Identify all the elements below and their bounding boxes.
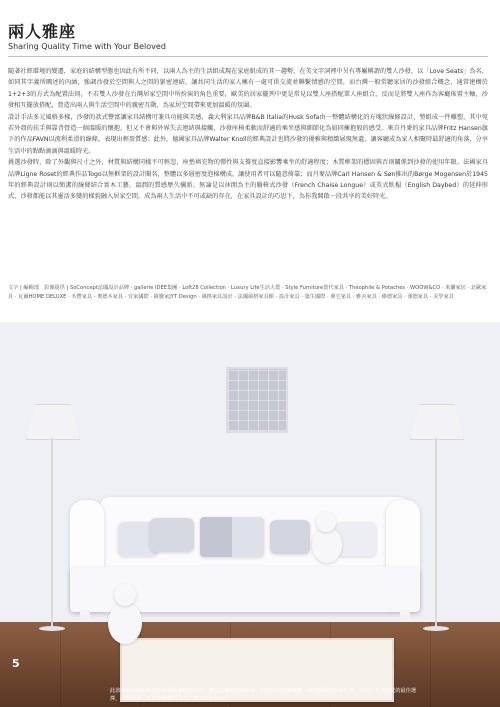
article-subtitle: Sharing Quality Time with Your Beloved	[8, 42, 166, 51]
cushion	[150, 518, 194, 552]
body-paragraph: 設計手法多元風格多樣，沙發的款式豐富讓家具結構可兼具功能與美感，義大利家具品牌B&B Italia的Husk Sofa由一整體結構化的方塊狀線條設計，整組成一件雕塑，其中宛若外殼的扶手與靠背營造一個溫暖的懷抱，但又不會與外界失去連結與接觸，沙發座椅柔軟而舒適的乘坐感與細節化為如同擁抱般的感受。來自丹麥的家具品牌Fritz Hansen旗下的作品FAVN以流利柔滑的線條，表現出輕盈質感；此外，德國家具品牌Walter Knoll的經典設計也將沙發的優雅與精緻展現無遺，讓客廳成為家人相聚時最舒適的角落，分享生活中的點點滴滴與溫暖時光。	[8, 113, 488, 155]
floor-lamp-base-left	[39, 626, 65, 631]
body-paragraph: 隨著社經環境的變遷，家庭的結構型態也因此有所不同，以兩人為主的生活組成現在家庭組成的其一趨勢，在美文字詞裡中另有專屬稱謂的雙人沙發，以「Love Seats」為名，如同其字義所闡述的內涵，強調沙發於空間與人之間的緊密連結，讓共同生活的家人擁有一處可供交流並聯繫情感的空間，而台灣一般常聽家居的沙發組合概念，通常建構於1+2+3的方式為配置法則，不若雙人沙發在台灣居家空間中所扮演的角色重要，歐美的居家擺列中更是常見以雙人座搭配單人座組合，反而是將雙人座作為客廳佈置主軸，沙發相互擺放搭配，營造出兩人與生活空間中的親密互動，為家居空間帶來更加溫暖的氛圍。	[8, 68, 488, 110]
body-paragraph: 挑選沙發時，除了外觀與尺寸之外，材質與結構同樣不可輕忽，座墊填充物的彈性與支撐度直接影響乘坐的舒適程度；木質框架的穩固與否則關係到沙發的使用年限。法國家具品牌Ligne Roset的經典作品Togo以無框架的設計聞名，整體以多層密度泡棉構成，讓使用者可以隨意倚靠；而丹麥品牌Carl Hansen & Søn推出的Børge Mogensen於1945年的經典設計則以簡潔的線條結合實木工藝，溫潤的質感歷久彌新。無論是以休閒為主的躺椅式沙發（French Chaise Longue）或英式臥榻（English Daybed）的延伸形式，沙發都能以其靈活多變的樣貌融入居家空間，成為兩人生活中不可或缺的存在，在家具設計的巧思下，為你我開啟一段共享的美好時光。	[8, 159, 488, 201]
article-title: 兩人雅座	[8, 22, 77, 41]
teddy-bear-head	[316, 512, 336, 532]
patchwork-cushion	[200, 517, 264, 557]
article-body	[8, 66, 488, 203]
teddy-bear-floor-head	[114, 584, 136, 606]
floor-lamp-pole-right	[435, 438, 437, 628]
cushion	[270, 520, 310, 554]
living-room-photo	[0, 322, 500, 707]
wall-art-frame	[226, 367, 288, 433]
title-divider	[8, 56, 488, 57]
cushion	[336, 522, 376, 556]
teddy-bear-on-sofa	[312, 527, 342, 563]
sofa-leg	[400, 610, 410, 622]
photo-caption: 此款布藝沙發以純白色調搭配靠枕與抱枕，營造溫馨的居家氛圍，搭配落地燈與掛畫，讓空間更加典雅舒適，是兩人共享時光的最佳選擇，可依照個人需求調整擺設方式，體現生活品味。	[110, 688, 417, 702]
page-number: 5	[12, 657, 20, 670]
floor-lamp-pole-left	[51, 438, 53, 628]
floor-lamp-base-right	[423, 626, 449, 631]
floor-board-line	[430, 622, 431, 707]
floor-board-line	[60, 622, 61, 707]
teddy-bear-on-floor	[108, 602, 142, 644]
photo-credits: 文字 | 編輯部 影像提供 | SoConcept法國設計品牌 · gallerie IDEE集團 · Loft28 Collection · Luxury Life生活大賞 · Style Furniture當代家具 · Théophile & Potaches · WOOW&CO · 米蘭家居 · 北歐家具 · 瓦爾HOME DELUXE · 禾豐家具 · 奧德本家具 · 宜家國際 · 銳騰家JYT Design · 風格家具設計 · 法國風格家具館 · 設計家具 · 築生國際 · 鼎宅家具 · 雅舍家具 · 維德家具 · 漢德家具 · 美學家具	[8, 285, 487, 300]
sofa-leg	[80, 610, 90, 622]
